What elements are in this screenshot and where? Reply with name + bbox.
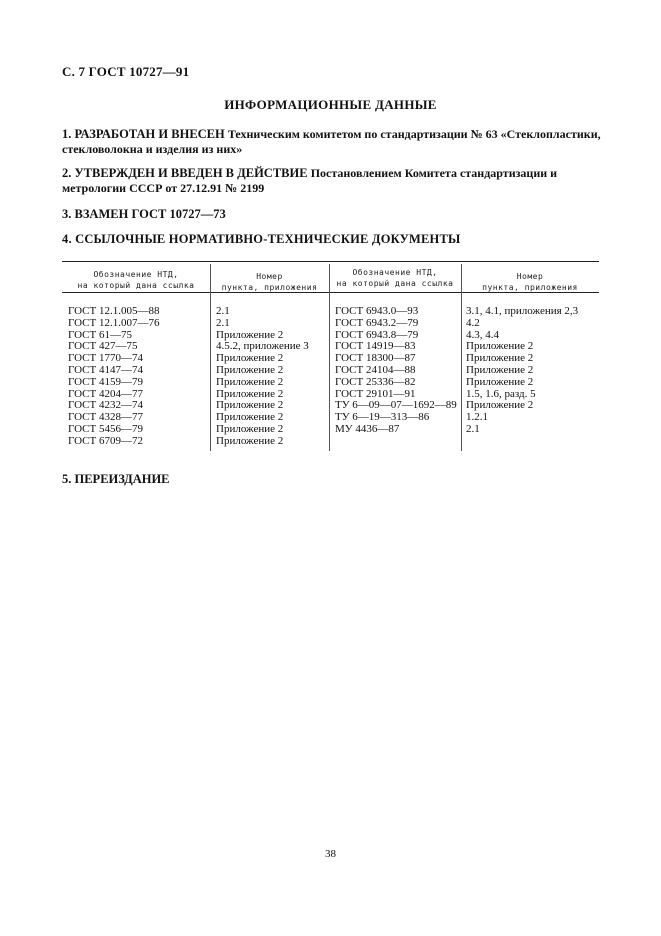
- table-top-rule: [62, 261, 599, 262]
- table-cell: ГОСТ 12.1.007—76: [68, 316, 160, 329]
- table-cell: Приложение 2: [216, 399, 284, 412]
- table-cell: Приложение 2: [216, 352, 284, 365]
- item-reissue: 5. ПЕРЕИЗДАНИЕ: [62, 472, 170, 486]
- item-approved: [62, 166, 607, 196]
- table-cell: ГОСТ 4232—74: [68, 399, 143, 412]
- table-cell: ГОСТ 18300—87: [335, 352, 416, 365]
- table-cell: ГОСТ 6943.0—93: [335, 305, 419, 317]
- header-text: Номер: [516, 272, 544, 281]
- header-document-right: [329, 267, 461, 289]
- item-approved-label: 2. УТВЕРЖДЕН И ВВЕДЕН В ДЕЙСТВИЕ: [62, 166, 308, 180]
- table-cell: 4.3, 4.4: [466, 328, 499, 341]
- reference-table: [62, 261, 599, 451]
- table-cell: 2.1: [216, 305, 230, 317]
- table-cell: Приложение 2: [466, 340, 534, 353]
- header-text: Обозначение НТД,: [93, 270, 179, 279]
- header-text: пункта, приложения: [482, 283, 578, 292]
- header-item-left: [210, 271, 329, 293]
- table-cell: ГОСТ 6709—72: [68, 434, 143, 447]
- table-cell: ГОСТ 29101—91: [335, 387, 416, 400]
- table-cell: ГОСТ 61—75: [68, 328, 132, 341]
- table-cell: Приложение 2: [216, 328, 284, 341]
- header-text: пункта, приложения: [221, 283, 318, 292]
- table-cell: ГОСТ 4147—74: [68, 363, 143, 376]
- table-cell: ГОСТ 25336—82: [335, 375, 416, 388]
- table-cell: 3.1, 4.1, приложения 2,3: [466, 305, 579, 317]
- page-number: 38: [325, 848, 336, 860]
- table-cell: 2.1: [216, 316, 230, 329]
- item-approved-text: Постановлением Комитета стандартизации и метрологии СССР от 27.12.91 № 2199: [62, 166, 558, 195]
- header-text: Обозначение НТД,: [352, 268, 438, 277]
- table-cell: Приложение 2: [216, 434, 284, 447]
- table-cell: Приложение 2: [466, 399, 534, 412]
- table-cell: ГОСТ 4204—77: [68, 387, 143, 400]
- table-cell: 4.2: [466, 316, 480, 329]
- table-cell: ГОСТ 6943.2—79: [335, 316, 419, 329]
- item-developed-text: Техническим комитетом по стандартизации № 63 «Стеклопластики, стекловолокна и изделия из них»: [62, 127, 601, 156]
- header-text: на который дана ссылка: [336, 279, 454, 288]
- header-item-right: [461, 271, 599, 293]
- table-cell: Приложение 2: [216, 375, 284, 388]
- header-text: Номер: [256, 272, 283, 281]
- table-cell: ГОСТ 4328—77: [68, 411, 143, 424]
- column-right-items: [466, 306, 578, 436]
- table-cell: 1.5, 1.6, разд. 5: [466, 387, 536, 400]
- table-cell: ГОСТ 24104—88: [335, 363, 416, 376]
- table-cell: ГОСТ 6943.8—79: [335, 328, 419, 341]
- page-header: С. 7 ГОСТ 10727—91: [62, 64, 190, 79]
- table-cell: 1.2.1: [466, 411, 488, 424]
- table-cell: Приложение 2: [466, 363, 534, 376]
- header-document-left: [62, 269, 210, 291]
- table-cell: Приложение 2: [216, 363, 284, 376]
- item-developed-by: [62, 127, 607, 157]
- table-cell: ГОСТ 5456—79: [68, 422, 143, 435]
- section-title: ИНФОРМАЦИОННЫЕ ДАННЫЕ: [224, 97, 437, 112]
- table-cell: ГОСТ 14919—83: [335, 340, 416, 353]
- table-cell: ГОСТ 12.1.005—88: [68, 305, 160, 317]
- table-cell: 4.5.2, приложение 3: [216, 340, 309, 353]
- table-cell: МУ 4436—87: [335, 422, 400, 435]
- item-references-heading: 4. ССЫЛОЧНЫЕ НОРМАТИВНО-ТЕХНИЧЕСКИЕ ДОКУМЕНТЫ: [62, 232, 461, 246]
- item-developed-label: 1. РАЗРАБОТАН И ВНЕСЕН: [62, 127, 225, 141]
- table-cell: Приложение 2: [466, 375, 534, 388]
- column-right-documents: [335, 306, 457, 436]
- table-cell: ГОСТ 4159—79: [68, 375, 143, 388]
- table-cell: Приложение 2: [216, 387, 284, 400]
- table-cell: ГОСТ 427—75: [68, 340, 138, 353]
- column-left-items: [216, 306, 309, 448]
- table-cell: Приложение 2: [466, 352, 534, 365]
- table-cell: ТУ 6—09—07—1692—89: [335, 399, 457, 412]
- table-cell: 2.1: [466, 422, 480, 435]
- column-left-documents: [68, 306, 159, 448]
- table-cell: ГОСТ 1770—74: [68, 352, 143, 365]
- header-text: на который дана ссылка: [77, 281, 195, 290]
- table-cell: Приложение 2: [216, 422, 284, 435]
- table-divider: [329, 264, 330, 451]
- item-replaces: 3. ВЗАМЕН ГОСТ 10727—73: [62, 207, 226, 221]
- table-cell: Приложение 2: [216, 411, 284, 424]
- table-cell: ТУ 6—19—313—86: [335, 411, 430, 424]
